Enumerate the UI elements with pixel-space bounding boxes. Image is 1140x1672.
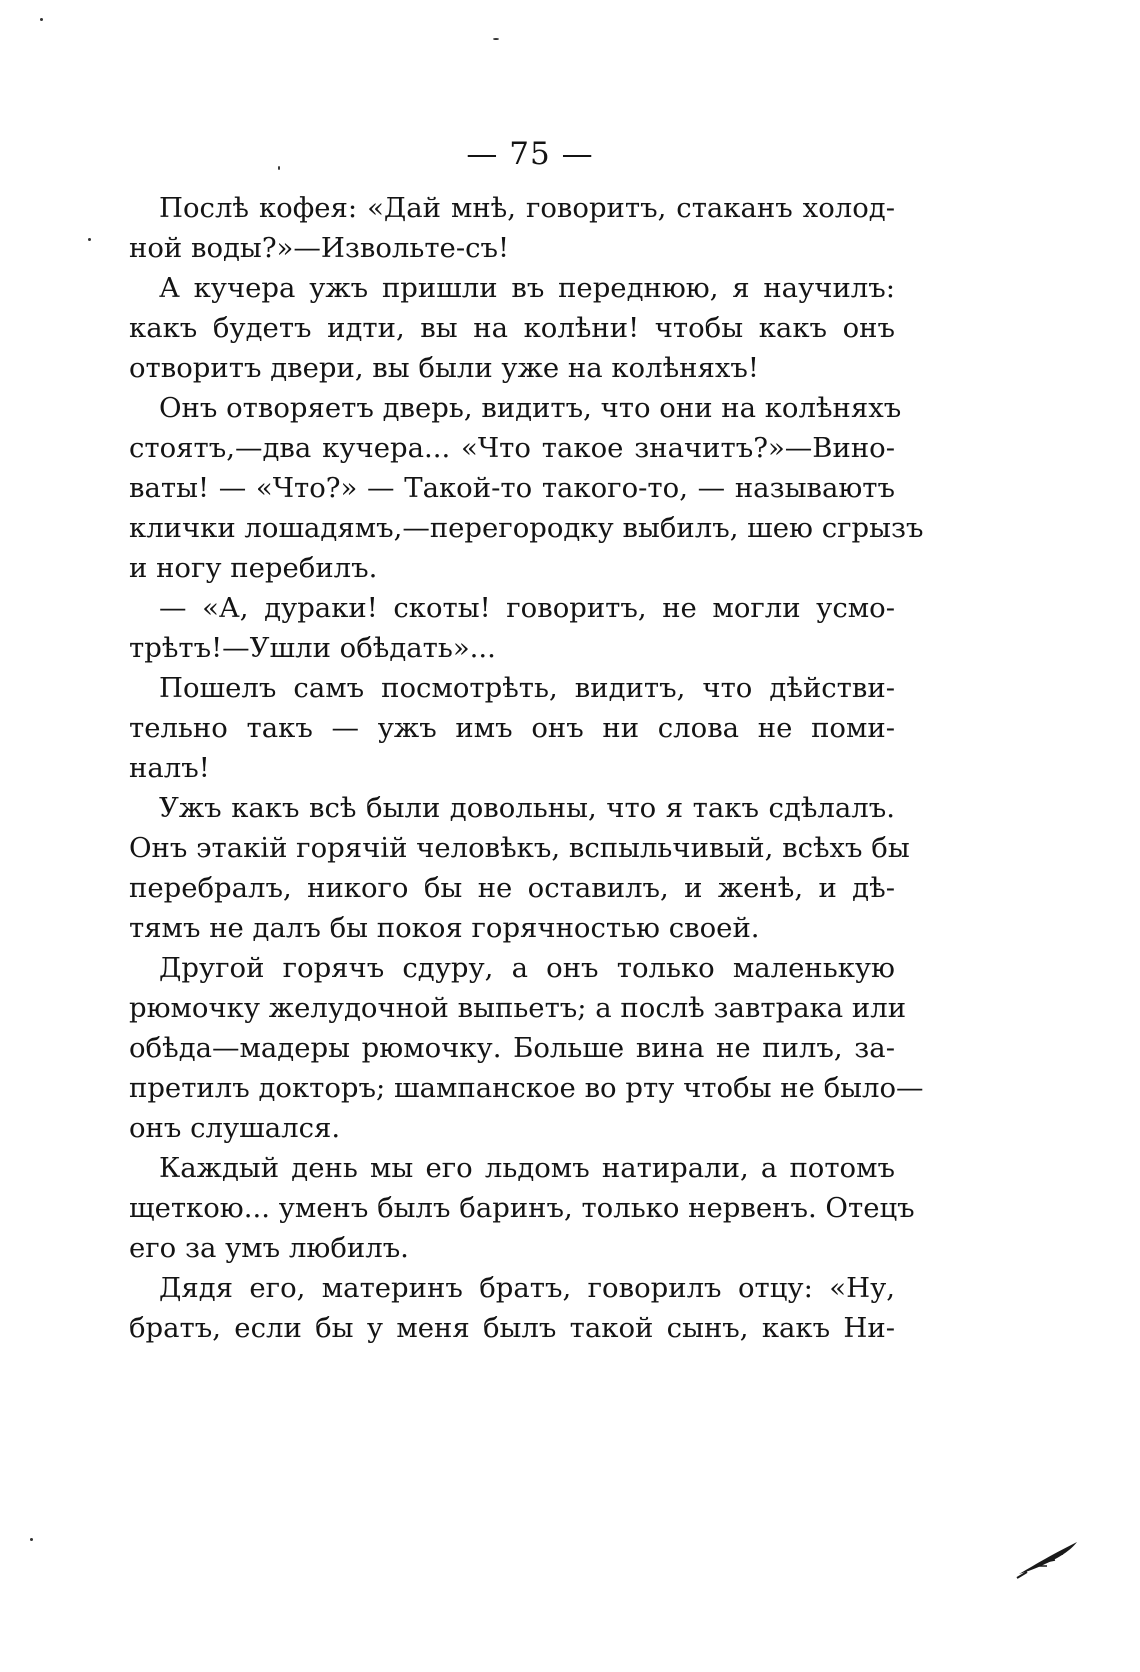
text-line: отворитъ двери, вы были уже на колѣняхъ! [129, 352, 759, 384]
scan-speck [88, 238, 91, 241]
text-line: Послѣ кофея: «Дай мнѣ, говоритъ, стаканъ холод- [159, 192, 895, 224]
text-line: Другой горячъ сдуру, а онъ только маленькую [159, 952, 895, 984]
text-line: претилъ докторъ; шампанское во рту чтобы не было— [129, 1072, 924, 1104]
text-line: Онъ отворяетъ дверь, видитъ, что они на колѣняхъ [159, 392, 902, 424]
scan-speck [493, 38, 499, 40]
text-line: Ужъ какъ всѣ были довольны, что я такъ сдѣлалъ. [159, 792, 895, 824]
text-line: братъ, если бы у меня былъ такой сынъ, какъ Ни- [129, 1312, 895, 1344]
text-line: обѣда—мадеры рюмочку. Больше вина не пилъ, за- [129, 1032, 895, 1064]
text-line: тельно такъ — ужъ имъ онъ ни слова не поми- [129, 712, 895, 744]
text-line: щеткою... уменъ былъ баринъ, только нервенъ. Отецъ [129, 1192, 915, 1224]
text-line: Онъ этакiй горячiй человѣкъ, вспыльчивый, всѣхъ бы [129, 832, 910, 864]
text-line: какъ будетъ идти, вы на колѣни! чтобы какъ онъ [129, 312, 895, 344]
text-line: его за умъ любилъ. [129, 1232, 409, 1264]
text-line: А кучера ужъ пришли въ переднюю, я научилъ: [159, 272, 895, 304]
text-line: рюмочку желудочной выпьетъ; а послѣ завтрака или [129, 992, 907, 1024]
page-number: — 75 — [466, 136, 594, 172]
text-line: Каждый день мы его льдомъ натирали, а потомъ [159, 1152, 895, 1184]
text-line: онъ слушался. [129, 1112, 341, 1144]
text-line: и ногу перебилъ. [129, 552, 378, 584]
text-line: трѣтъ!—Ушли обѣдать»... [129, 632, 496, 664]
text-line: перебралъ, никого бы не оставилъ, и женѣ, и дѣ- [129, 872, 895, 904]
ink-smudge-icon [1015, 1536, 1085, 1580]
text-line: Пошелъ самъ посмотрѣть, видитъ, что дѣйстви- [159, 672, 895, 704]
text-line: налъ! [129, 752, 210, 784]
text-line: стоятъ,—два кучера... «Что такое значитъ?»—Вино- [129, 432, 895, 464]
text-line: тямъ не далъ бы покоя горячностью своей. [129, 912, 760, 944]
text-line: — «А, дураки! скоты! говоритъ, не могли усмо- [159, 592, 895, 624]
text-line: ной воды?»—Извольте-съ! [129, 232, 510, 264]
text-line: клички лошадямъ,—перегородку выбилъ, шею сгрызъ [129, 512, 924, 544]
scan-speck [278, 166, 280, 170]
scan-speck [30, 1538, 33, 1541]
scan-speck [40, 18, 43, 21]
text-line: ваты! — «Что?» — Такой-то такого-то, — называютъ [129, 472, 895, 504]
text-line: Дядя его, материнъ братъ, говорилъ отцу: «Ну, [159, 1272, 895, 1304]
